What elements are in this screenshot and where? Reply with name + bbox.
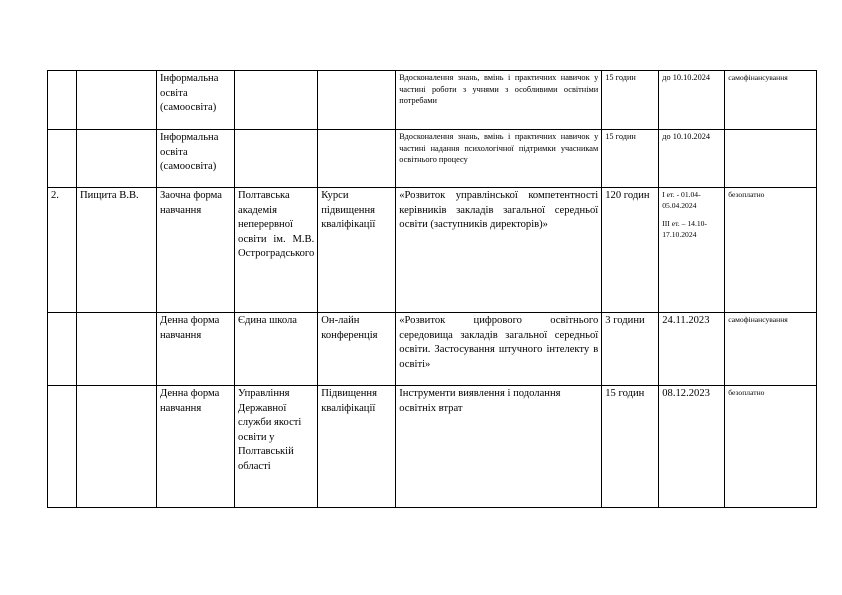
num-cell — [48, 313, 77, 386]
org-cell: Полтавська академія неперервної освіти ім. М.В. Остроградського — [235, 188, 318, 313]
topic-cell: Вдосконалення знань, вмінь і практичних навичок у частині надання психологічної підтримки учасникам освітнього процесу — [396, 130, 602, 188]
num-cell: 2. — [48, 188, 77, 313]
num-cell — [48, 386, 77, 508]
form-cell: Денна форма навчання — [157, 313, 235, 386]
name-cell — [77, 71, 157, 130]
funding-cell: самофінансування — [725, 71, 817, 130]
funding-cell — [725, 130, 817, 188]
table-row — [48, 71, 817, 130]
topic-cell: Вдосконалення знань, вмінь і практичних навичок у частині роботи з учнями з особливими освітніми потребами — [396, 71, 602, 130]
date-cell: до 10.10.2024 — [659, 130, 725, 188]
hours-cell: 15 годин — [602, 71, 659, 130]
name-cell — [77, 130, 157, 188]
org-cell: Управління Державної служби якості освіти у Полтавській області — [235, 386, 318, 508]
type-cell — [318, 71, 396, 130]
type-cell: Он-лайн конференція — [318, 313, 396, 386]
form-cell: Інформальна освіта (самоосвіта) — [157, 71, 235, 130]
topic-cell: Інструменти виявлення і подолання освітніх втрат — [396, 386, 602, 508]
form-cell: Інформальна освіта (самоосвіта) — [157, 130, 235, 188]
num-cell — [48, 71, 77, 130]
topic-cell: «Розвиток управлінської компетентності керівників закладів загальної середньої освіти (заступників директорів)» — [396, 188, 602, 313]
form-cell: Заочна форма навчання — [157, 188, 235, 313]
funding-cell: безоплатно — [725, 188, 817, 313]
org-cell — [235, 130, 318, 188]
hours-cell: 15 годин — [602, 386, 659, 508]
hours-cell: 120 годин — [602, 188, 659, 313]
table-row — [48, 130, 817, 188]
training-table — [47, 70, 817, 508]
date-cell: 08.12.2023 — [659, 386, 725, 508]
table-row — [48, 188, 817, 313]
type-cell: Курси підвищення кваліфікації — [318, 188, 396, 313]
topic-cell: «Розвиток цифрового освітнього середовища закладів загальної середньої освіти. Застосування штучного інтелекту в освіті» — [396, 313, 602, 386]
form-cell: Денна форма навчання — [157, 386, 235, 508]
name-cell — [77, 386, 157, 508]
date-stage-3: ІІІ ет. – 14.10-17.10.2024 — [662, 219, 707, 239]
date-stage-1: І ет. - 01.04-05.04.2024 — [662, 190, 701, 210]
hours-cell: 15 годин — [602, 130, 659, 188]
org-cell: Єдина школа — [235, 313, 318, 386]
table-row — [48, 386, 817, 508]
num-cell — [48, 130, 77, 188]
name-cell: Пищита В.В. — [77, 188, 157, 313]
type-cell: Підвищення кваліфікації — [318, 386, 396, 508]
org-cell — [235, 71, 318, 130]
hours-cell: 3 години — [602, 313, 659, 386]
funding-cell: безоплатно — [725, 386, 817, 508]
type-cell — [318, 130, 396, 188]
name-cell — [77, 313, 157, 386]
date-cell: 24.11.2023 — [659, 313, 725, 386]
date-cell: до 10.10.2024 — [659, 71, 725, 130]
table-row — [48, 313, 817, 386]
funding-cell: самофінансування — [725, 313, 817, 386]
date-cell — [659, 188, 725, 313]
